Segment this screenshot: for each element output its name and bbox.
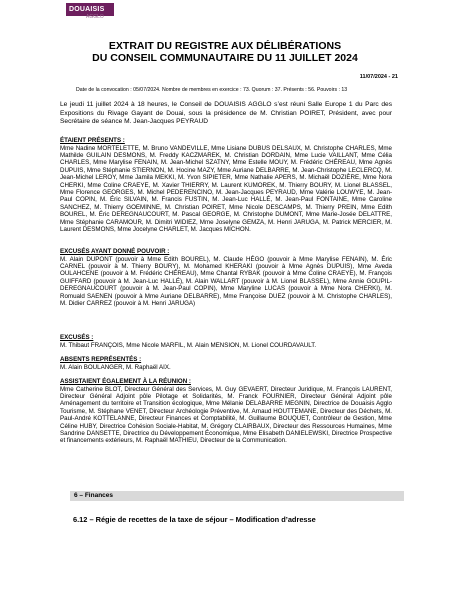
presents-count: Présents : 56.	[283, 87, 316, 93]
deliberation-subheading: 6.12 – Régie de recettes de la taxe de séjour – Modification d’adresse	[73, 515, 316, 524]
logo-douaisis: DOUAISIS	[66, 3, 114, 16]
convocation-date: Date de la convocation : 05/07/2024.	[76, 87, 161, 93]
section-assistaient	[60, 378, 392, 445]
assist-list: Mme Catherine BLOT, Directeur Général des Services, M. Guy GEVAERT, Directeur Juridique, M. François LAURENT, Directeur Général Adjoint pôle Pilotage et Solidarités, M. Franck FOURNIER, Directeur Général Adjoint pôle Aménagement du territoire et Transition écologique, Mme Mélanie DELABARRE MEGNIN, Directrice de Douaisis Agglo Tourisme, M. Stéphane VENET, Directeur Archéologie Préventive, M. Arnaud HOUTTEMANE, Directeur des Déchets, M. Paul-André KOTTELANNE, Directeur Finances et Comptabilité, M. Guillaume BOUQUET, Contrôleur de Gestion, Mme Céline HUBY, Directrice Cohésion Sociale-Habitat, M. Grégory CLAIRBAUX, Directeur des Ressources Humaines, Mme Sandrine DANSETTE, Directrice du Développement Économique, Mme Elisabeth DANIELEWSKI, Directrice Prospective et financements extérieurs, M. Raphaël MATHIEU, Directeur de la Communication.	[60, 385, 392, 445]
members-count: Nombre de membres en exercice : 73.	[161, 87, 251, 93]
document-title-line1: EXTRAIT DU REGISTRE AUX DÉLIBÉRATIONS	[108, 40, 342, 52]
document-title-line2: DU CONSEIL COMMUNAUTAIRE DU 11 JUILLET 2024	[92, 52, 358, 64]
absents-heading: ABSENTS REPRÉSENTÉS :	[60, 356, 142, 363]
excuses-list: M. Thibaut FRANÇOIS, Mme Nicole MARFIL, M. Alain MENSION, M. Lionel COURDAVAULT.	[60, 341, 317, 349]
section-absents	[60, 356, 392, 371]
excuses-heading: EXCUSÉS :	[60, 334, 94, 341]
quorum: Quorum : 37.	[251, 87, 282, 93]
section-pouvoirs	[60, 248, 392, 307]
finances-section-bar: 6 – Finances	[70, 491, 404, 501]
deliberation-reference: 11/07/2024 - 21	[359, 74, 398, 80]
assist-heading: ASSISTAIENT ÉGALEMENT À LA RÉUNION :	[60, 378, 191, 385]
pouvoirs-count: Pouvoirs : 13	[316, 87, 348, 93]
presents-list: Mme Nadine MORTELETTE, M. Bruno VANDEVILLE, Mme Lisiane DUBUS DELSAUX, M. Christophe CHARLES, Mme Mathilde GUILAIN DESMONS, M. Freddy KACZMAREK, M. Christian DORDAIN, Mme Lucie VAILLANT, Mme Célia CHARLES, Mme Marylise FENAIN, M. Jean-Michel SZATNY, Mme Estelle MOUY, M. Frédéric CHÉREAU, Mme Agnès DUPUIS, Mme Stéphanie STIERNON, M. Hocine MAZY, Mme Auriane DELBARRE, M. Jean-Christophe LECLERCQ, M. Jean-Michel LEROY, Mme Jamila MEKKI, M. Yvon SIPIETER, Mme Nathalie APERS, M. Michaël DOZIÈRE, Mme Nora CHERKI, Mme Coline CRAEYE, M. Xavier THIERRY, M. Laurent KUMOREK, M. Thierry BOURY, M. Lionel BLASSEL, Mme Florence GEORGES, M. Michel PEDERENCINO, M. Jean-Jacques PEYRAUD, Mme Valérie LOUWYE, M. Jean-Paul COPIN, M. Éric SILVAIN, M. Francis FUSTIN, M. Jean-Luc HALLÉ, M. Jean-Paul FONTAINE, Mme Caroline SANCHEZ, M. Thierry GOEMINNE, M. Christian POIRET, Mme Nicole DESCAMPS, M. Thierry PREIN, Mme Edith BOUREL, M. Éric DEREGNAUCOURT, M. Pascal GEORGE, M. Christophe DUMONT, Mme Marie-Josée DELATTRE, Mme Stéphanie CARAMOUR, M. Dimitri WIDIEZ, Mme Joselyne GEMZA, M. Henri JARUGA, M. Patrick MERCIER, M. Laurent DESMONS, Mme Jocelyne CHARLET, M. Jacques MICHON.	[60, 144, 392, 234]
section-excuses	[60, 334, 392, 349]
convocation-line	[76, 87, 416, 93]
presents-heading: ÉTAIENT PRÉSENTS :	[60, 137, 125, 144]
absents-list: M. Alain BOULANGER, M. Raphaël AIX.	[60, 363, 171, 371]
section-presents	[60, 137, 392, 233]
pouvoirs-heading: EXCUSÉS AYANT DONNÉ POUVOIR :	[60, 248, 170, 255]
pouvoirs-list: M. Alain DUPONT (pouvoir à Mme Edith BOUREL), M. Claude HÉGO (pouvoir à Mme Marylise FENAIN), M. Éric CARNEL (pouvoir à M. Thierry BOURY), M. Mohamed KHERAKI (pouvoir à Mme Agnès DUPUIS), Mme Aveda OULAHCENE (pouvoir à M. Frédéric CHÉREAU), Mme Chantal RYBAK (pouvoir à Mme Coline CRAEYE), M. François GUIFFARD (pouvoir à M. Jean-Luc HALLÉ), M. Alain WALLART (pouvoir à M. Lionel BLASSEL), Mme Annie GOUPIL-DEREGNAUCOURT (pouvoir à M. Jean-Paul COPIN), Mme Maryline LUCAS (pouvoir à Mme Nora CHERKI), M. Romuald SAENEN (pouvoir à Mme Auriane DELBARRE), Mme Françoise DUEZ (pouvoir à M. Christophe CHARLES), M. Didier CARREZ (pouvoir à M. Henri JARUGA)	[60, 255, 392, 308]
intro-paragraph: Le jeudi 11 juillet 2024 à 18 heures, le Conseil de DOUAISIS AGGLO s’est réuni Salle Europe 1 du Parc des Expositions du Rivage Gayant de Douai, sous la présidence de M. Christian POIRET, Président, avec pour Secrétaire de séance M. Jean-Jacques PEYRAUD	[60, 101, 392, 126]
logo-subtitle: AGGLO	[86, 14, 104, 20]
